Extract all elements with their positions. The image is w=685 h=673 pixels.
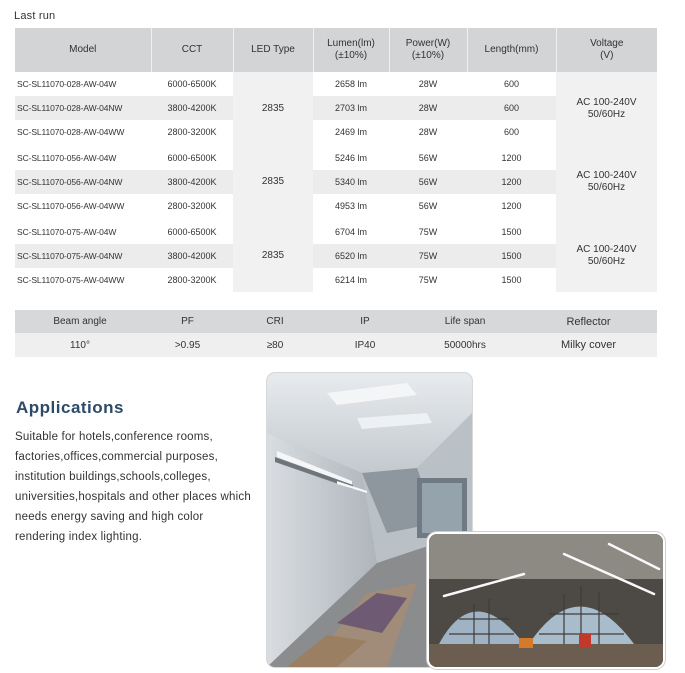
lumen-cell: 4953 lm <box>313 194 389 219</box>
voltage-line1: AC 100-240V <box>576 243 637 255</box>
length-cell: 1500 <box>501 275 522 285</box>
power-cell: 28W <box>418 79 438 89</box>
section-caption: Last run <box>14 10 56 22</box>
cct-cell: 3800-4200K <box>151 170 233 194</box>
model-cell: SC-SL11070-028-AW-04WW <box>15 120 151 145</box>
header-lumen-line1: Lumen(lm) <box>327 38 375 49</box>
cct-cell: 6000-6500K <box>167 79 217 89</box>
header-power-line2: (±10%) <box>411 50 445 61</box>
life-span-value: 50000hrs <box>410 333 520 357</box>
length-cell: 1200 <box>467 194 556 219</box>
lumen-cell: 6704 lm <box>334 227 368 237</box>
power-cell: 75W <box>418 227 438 237</box>
cct-cell: 6000-6500K <box>167 153 217 163</box>
header-voltage-line1: Voltage <box>590 38 624 49</box>
reflector-value: Milky cover <box>520 333 657 357</box>
pf-value: >0.95 <box>145 333 230 357</box>
model-cell: SC-SL11070-056-AW-04NW <box>15 170 151 194</box>
header-pf: PF <box>145 310 230 333</box>
model-cell: SC-SL11070-028-AW-04W <box>17 79 117 89</box>
lumen-cell: 5246 lm <box>334 153 368 163</box>
power-cell: 75W <box>389 244 467 268</box>
length-cell: 1200 <box>501 153 522 163</box>
header-power <box>389 28 467 72</box>
model-cell: SC-SL11070-028-AW-04NW <box>15 96 151 120</box>
model-cell: SC-SL11070-075-AW-04WW <box>17 275 125 285</box>
cct-cell: 2800-3200K <box>167 275 217 285</box>
lumen-cell: 2703 lm <box>313 96 389 120</box>
lumen-cell: 6520 lm <box>313 244 389 268</box>
cct-cell: 2800-3200K <box>151 194 233 219</box>
length-cell: 1200 <box>467 170 556 194</box>
property-table <box>15 310 657 357</box>
voltage-cell <box>556 145 657 219</box>
header-power-line1: Power(W) <box>405 38 451 49</box>
lumen-cell: 2658 lm <box>334 79 368 89</box>
header-voltage-line2: (V) <box>600 50 614 61</box>
power-cell: 56W <box>389 170 467 194</box>
table-row <box>15 219 657 244</box>
header-cct: CCT <box>151 28 233 72</box>
model-cell: SC-SL11070-075-AW-04NW <box>15 244 151 268</box>
office-illustration <box>429 534 663 667</box>
header-led-type: LED Type <box>233 28 313 72</box>
header-cri: CRI <box>230 310 320 333</box>
cct-cell: 3800-4200K <box>151 244 233 268</box>
led-type-cell: 2835 <box>233 219 313 292</box>
length-cell: 600 <box>503 79 520 89</box>
office-photo <box>429 534 663 667</box>
lumen-cell: 6214 lm <box>334 275 368 285</box>
applications-description: Suitable for hotels,conference rooms, factories,offices,commercial purposes, institution buildings,schools,colleges, universities,hospitals and other places which needs energy saving and high color rendering index lighting. <box>15 431 251 543</box>
power-cell: 28W <box>389 120 467 145</box>
header-ip: IP <box>320 310 410 333</box>
voltage-line2: 50/60Hz <box>587 182 626 193</box>
cri-value: ≥80 <box>230 333 320 357</box>
header-length: Length(mm) <box>467 28 556 72</box>
spec-header-row <box>15 28 657 72</box>
model-cell: SC-SL11070-056-AW-04WW <box>15 194 151 219</box>
ip-value: IP40 <box>320 333 410 357</box>
voltage-cell <box>556 219 657 292</box>
beam-angle-value: 110° <box>15 333 145 357</box>
table-row <box>15 72 657 96</box>
header-model: Model <box>15 28 151 72</box>
header-reflector: Reflector <box>520 310 657 333</box>
cct-cell: 2800-3200K <box>151 120 233 145</box>
length-cell: 600 <box>467 120 556 145</box>
power-cell: 56W <box>418 153 438 163</box>
power-cell: 75W <box>418 275 438 285</box>
spec-table <box>15 28 657 292</box>
header-voltage <box>556 28 657 72</box>
model-cell: SC-SL11070-056-AW-04W <box>17 153 117 163</box>
voltage-line2: 50/60Hz <box>587 108 626 120</box>
led-type-cell: 2835 <box>233 145 313 219</box>
voltage-cell <box>556 72 657 145</box>
header-beam-angle: Beam angle <box>15 310 145 333</box>
cct-cell: 3800-4200K <box>151 96 233 120</box>
lumen-cell: 5340 lm <box>313 170 389 194</box>
led-type-cell: 2835 <box>233 72 313 145</box>
table-row <box>15 145 657 170</box>
voltage-line1: AC 100-240V <box>576 170 637 181</box>
length-cell: 1500 <box>467 244 556 268</box>
header-life-span: Life span <box>410 310 520 333</box>
applications-heading: Applications <box>16 398 125 417</box>
cct-cell: 6000-6500K <box>167 227 217 237</box>
header-lumen-line2: (±10%) <box>334 50 368 61</box>
power-cell: 28W <box>389 96 467 120</box>
length-cell: 600 <box>467 96 556 120</box>
lumen-cell: 2469 lm <box>313 120 389 145</box>
voltage-line1: AC 100-240V <box>576 96 637 108</box>
voltage-line2: 50/60Hz <box>587 255 626 267</box>
model-cell: SC-SL11070-075-AW-04W <box>17 227 117 237</box>
property-header-row <box>15 310 657 333</box>
property-value-row <box>15 333 657 357</box>
power-cell: 56W <box>389 194 467 219</box>
header-lumen <box>313 28 389 72</box>
length-cell: 1500 <box>501 227 522 237</box>
